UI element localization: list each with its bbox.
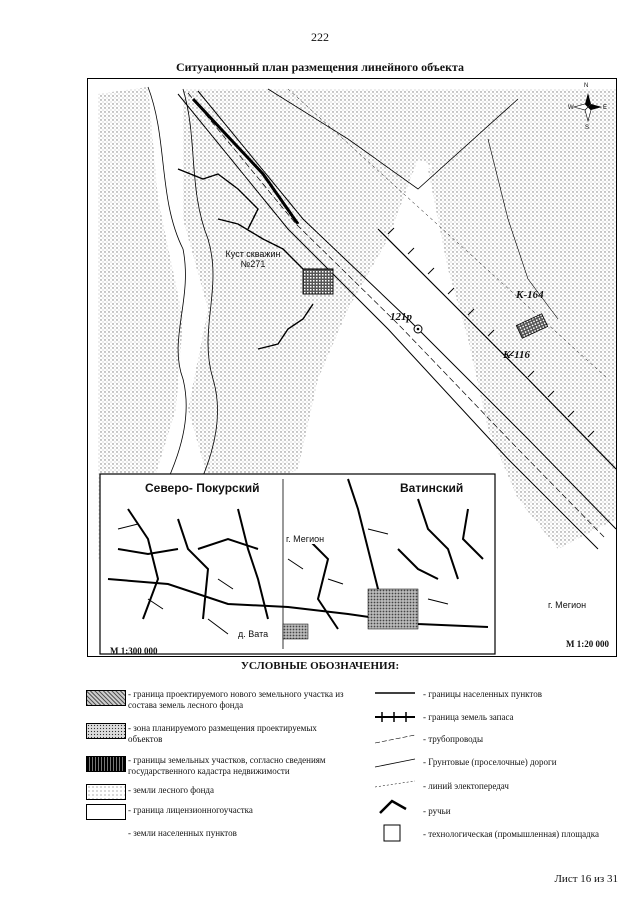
inset-village-vata xyxy=(283,624,308,639)
legend-swatch-new-plot xyxy=(86,690,126,706)
scale-inset: М 1:300 000 xyxy=(110,646,158,656)
legend-item-cadastre: - границы земельных участков, согласно сведениям государственного кадастра недвижимости xyxy=(128,755,326,776)
legend-item-dirt-roads: - Грунтовые (проселочные) дороги xyxy=(423,757,557,767)
forest-area-center xyxy=(183,89,418,479)
label-k116: К-116 xyxy=(503,349,531,361)
well-cluster-271-pad xyxy=(303,269,333,294)
label-well-121r: 121р xyxy=(390,311,412,323)
compass-n: N xyxy=(584,83,589,89)
situation-map xyxy=(87,78,617,657)
compass-s: S xyxy=(585,125,590,131)
compass-e: E xyxy=(603,105,608,111)
page-number: 222 xyxy=(311,30,329,44)
legend-item-reserve-lands: - граница земель запаса xyxy=(423,712,514,722)
legend-title: УСЛОВНЫЕ ОБОЗНАЧЕНИЯ: xyxy=(240,660,400,672)
legend-swatch-cadastre xyxy=(86,756,126,772)
legend-item-new-plot: - граница проектируемого нового земельного участка из состава земель лесного фонда xyxy=(128,689,344,710)
legend-item-forest: - земли лесного фонда xyxy=(128,785,215,795)
legend-item-power-lines: - линий электопередач xyxy=(423,781,509,791)
legend-item-license: - граница лицензионногоучастка xyxy=(128,805,253,815)
label-k164: К-164 xyxy=(516,289,544,301)
inset-label-vatinsky: Ватинский xyxy=(400,481,464,495)
compass-w: W xyxy=(568,105,574,111)
label-megion-main: г. Мегион xyxy=(548,600,587,610)
legend-item-industrial-site: - технологическая (промышленная) площадка xyxy=(423,829,599,839)
legend-item-settlement-bounds: - границы населенных пунктов xyxy=(423,689,542,699)
legend-item-streams: - ручьи xyxy=(423,806,451,816)
legend-item-planned-zone: - зона планируемого размещения проектируемых объектов xyxy=(128,723,317,744)
label-well-cluster-271: Куст скважин №271 xyxy=(225,249,281,269)
page-title: Ситуационный план размещения линейного объекта xyxy=(175,60,465,74)
scale-main: М 1:20 000 xyxy=(566,639,609,649)
legend-swatch-license xyxy=(86,804,126,820)
legend-swatch-forest xyxy=(86,784,126,800)
sheet-number: Лист 16 из 31 xyxy=(554,873,618,885)
legend-right-symbols xyxy=(370,685,420,850)
map-drawing xyxy=(88,79,616,656)
legend-item-settlement-lands: - земли населенных пунктов xyxy=(128,828,237,838)
legend-swatch-planned-zone xyxy=(86,723,126,739)
inset-label-vata: д. Вата xyxy=(238,629,269,639)
legend-item-pipelines: - трубопроводы xyxy=(423,734,484,744)
inset-label-megion: г. Мегион xyxy=(286,534,325,544)
inset-label-severo-pokursky: Северо- Покурский xyxy=(145,481,260,495)
inset-town-megion xyxy=(368,589,418,629)
